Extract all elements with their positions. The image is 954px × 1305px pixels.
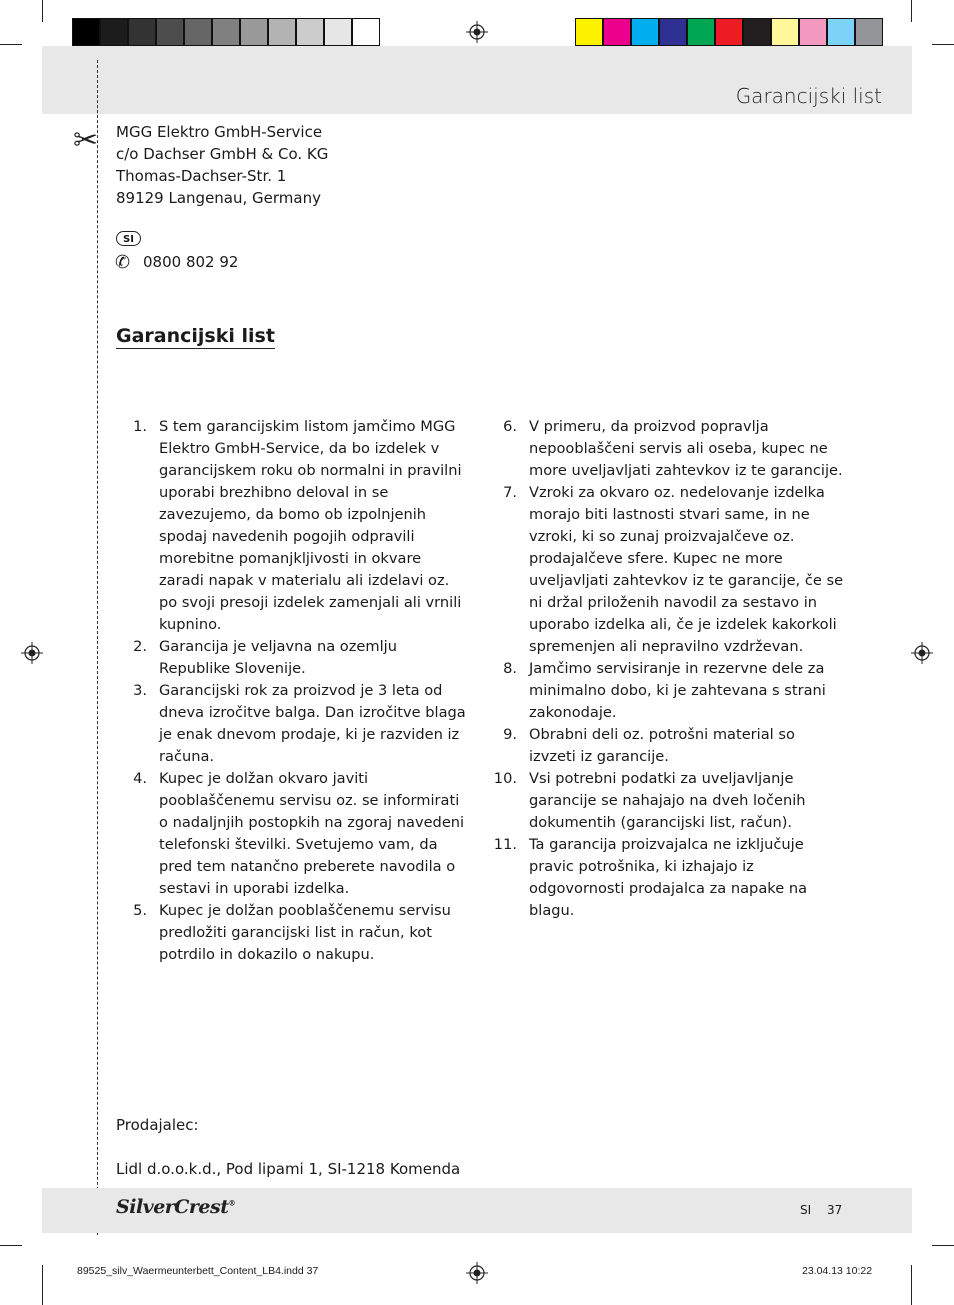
terms-column-left bbox=[116, 416, 468, 966]
list-item-text: Vzroki za okvaro oz. nedelovanje izdelka morajo biti lastnosti stvari same, in ne vzroki, ki so zunaj proizvajalčeve oz. prodajalčeve sfere. Kupec ne more uveljavljati zahtevkov iz te garancije, če se ni držal priloženih navodil za sestavo in uporabo izdelka ali, če je izdelek kakorkoli spremenjen ali nepravilno vzdrževan. bbox=[529, 484, 844, 655]
list-item-text: Vsi potrebni podatki za uveljavljanje garancije se nahajajo na dveh ločenih dokumentih (garancijski list, račun). bbox=[529, 770, 806, 831]
color-swatch bbox=[771, 18, 799, 46]
list-item-text: Jamčimo servisiranje in rezervne dele za minimalno dobo, ki je zahtevana s strani zakonodaje. bbox=[529, 660, 826, 721]
color-swatch bbox=[687, 18, 715, 46]
color-swatch bbox=[855, 18, 883, 46]
list-item-number: 10. bbox=[493, 770, 517, 787]
list-item-number: 9. bbox=[503, 726, 517, 743]
crop-mark bbox=[42, 1265, 43, 1305]
section-title: Garancijski list bbox=[116, 325, 275, 347]
crop-mark bbox=[42, 0, 43, 22]
list-item bbox=[116, 636, 468, 680]
country-badge: SI bbox=[116, 231, 141, 246]
list-item-number: 3. bbox=[133, 682, 147, 699]
list-item-text: Ta garancija proizvajalca ne izključuje pravic potrošnika, ki izhajajo iz odgovornosti prodajalca za napake na blagu. bbox=[529, 836, 808, 919]
color-swatch bbox=[156, 18, 184, 46]
crop-mark bbox=[932, 1245, 954, 1246]
page-language: SI bbox=[800, 1203, 812, 1217]
list-item-number: 11. bbox=[493, 836, 517, 853]
color-swatch bbox=[184, 18, 212, 46]
list-item-text: Kupec je dolžan okvaro javiti pooblaščenemu servisu oz. se informirati o nadaljnjih postopkih na zgoraj navedeni telefonski številki. Svetujemo vam, da pred tem natančno preberete navodila o sestavi in uporabi izdelka. bbox=[159, 770, 465, 897]
phone-number: 0800 802 92 bbox=[143, 253, 239, 271]
list-item-text: Kupec je dolžan pooblaščenemu servisu predložiti garancijski list in račun, kot potrdilo in dokazilo o nakupu. bbox=[159, 902, 451, 963]
brand-name: SilverCrest bbox=[116, 1196, 229, 1218]
terms-column-right bbox=[486, 416, 844, 922]
slug-date: 23.04.13 10:22 bbox=[802, 1265, 873, 1277]
list-item bbox=[486, 482, 844, 658]
crop-mark bbox=[911, 0, 912, 22]
color-swatch bbox=[100, 18, 128, 46]
color-swatch bbox=[212, 18, 240, 46]
list-item-number: 5. bbox=[133, 902, 147, 919]
crop-mark bbox=[0, 1245, 22, 1246]
list-item bbox=[486, 834, 844, 922]
list-item-number: 7. bbox=[503, 484, 517, 501]
color-swatch bbox=[324, 18, 352, 46]
address-line: 89129 Langenau, Germany bbox=[116, 189, 321, 207]
list-item bbox=[116, 680, 468, 768]
color-swatch bbox=[296, 18, 324, 46]
registration-mark-icon bbox=[466, 1262, 488, 1284]
list-item bbox=[486, 724, 844, 768]
color-swatch bbox=[128, 18, 156, 46]
list-item-text: S tem garancijskim listom jamčimo MGG Elektro GmbH-Service, da bo izdelek v garancijskem roku ob normalni in pravilni uporabi brezhibno deloval in se zavezujemo, da bomo ob izpolnjenih spodaj navedenih pogojih odpravili morebitne pomanjkljivosti in okvare zaradi napak v materialu ali izdelavi oz. po svoji presoji izdelek zamenjali ali vrnili kupnino. bbox=[159, 418, 462, 633]
slug-filename: 89525_silv_Waermeunterbett_Content_LB4.indd 37 bbox=[77, 1265, 319, 1277]
page-number: 37 bbox=[827, 1203, 843, 1217]
scissors-icon: ✂ bbox=[73, 123, 99, 158]
brand-mark: ® bbox=[228, 1198, 235, 1208]
list-item-number: 6. bbox=[503, 418, 517, 435]
color-swatch bbox=[575, 18, 603, 46]
list-item bbox=[116, 768, 468, 900]
color-swatch bbox=[659, 18, 687, 46]
color-swatch bbox=[352, 18, 380, 46]
page-header-title: Garancijski list bbox=[735, 84, 882, 108]
crop-mark bbox=[932, 44, 954, 45]
address-line: MGG Elektro GmbH-Service bbox=[116, 123, 323, 141]
list-item-text: V primeru, da proizvod popravlja nepooblaščeni servis ali oseba, kupec ne more uveljavljati zahtevkov iz te garancije. bbox=[529, 418, 843, 479]
crop-mark bbox=[0, 44, 22, 45]
crop-mark bbox=[911, 1265, 912, 1305]
color-swatch bbox=[827, 18, 855, 46]
color-swatch bbox=[72, 18, 100, 46]
registration-mark-icon bbox=[21, 642, 43, 664]
service-address bbox=[116, 121, 328, 209]
brand-logo bbox=[116, 1196, 235, 1218]
list-item-number: 8. bbox=[503, 660, 517, 677]
registration-mark-icon bbox=[466, 21, 488, 43]
list-item-text: Garancijski rok za proizvod je 3 leta od dneva izročitve balga. Dan izročitve blaga je enak dnevom prodaje, ki je razviden iz računa. bbox=[159, 682, 466, 765]
list-item bbox=[486, 658, 844, 724]
list-item-number: 2. bbox=[133, 638, 147, 655]
seller-label: Prodajalec: bbox=[116, 1116, 199, 1134]
color-swatch bbox=[715, 18, 743, 46]
list-item bbox=[486, 768, 844, 834]
color-swatch bbox=[603, 18, 631, 46]
phone-icon: ✆ bbox=[115, 252, 131, 273]
list-item bbox=[116, 900, 468, 966]
color-swatch bbox=[743, 18, 771, 46]
color-swatch bbox=[799, 18, 827, 46]
registration-mark-icon bbox=[911, 642, 933, 664]
list-item-number: 4. bbox=[133, 770, 147, 787]
address-line: c/o Dachser GmbH & Co. KG bbox=[116, 145, 329, 163]
color-swatch bbox=[631, 18, 659, 46]
list-item-text: Obrabni deli oz. potrošni material so izvzeti iz garancije. bbox=[529, 726, 795, 765]
color-swatch bbox=[240, 18, 268, 46]
address-line: Thomas-Dachser-Str. 1 bbox=[116, 167, 287, 185]
list-item-number: 1. bbox=[133, 418, 147, 435]
list-item bbox=[116, 416, 468, 636]
color-swatch bbox=[268, 18, 296, 46]
list-item bbox=[486, 416, 844, 482]
seller-address: Lidl d.o.o.k.d., Pod lipami 1, SI-1218 Komenda bbox=[116, 1160, 461, 1178]
cut-line bbox=[97, 60, 98, 1235]
list-item-text: Garancija je veljavna na ozemlju Republike Slovenije. bbox=[159, 638, 397, 677]
